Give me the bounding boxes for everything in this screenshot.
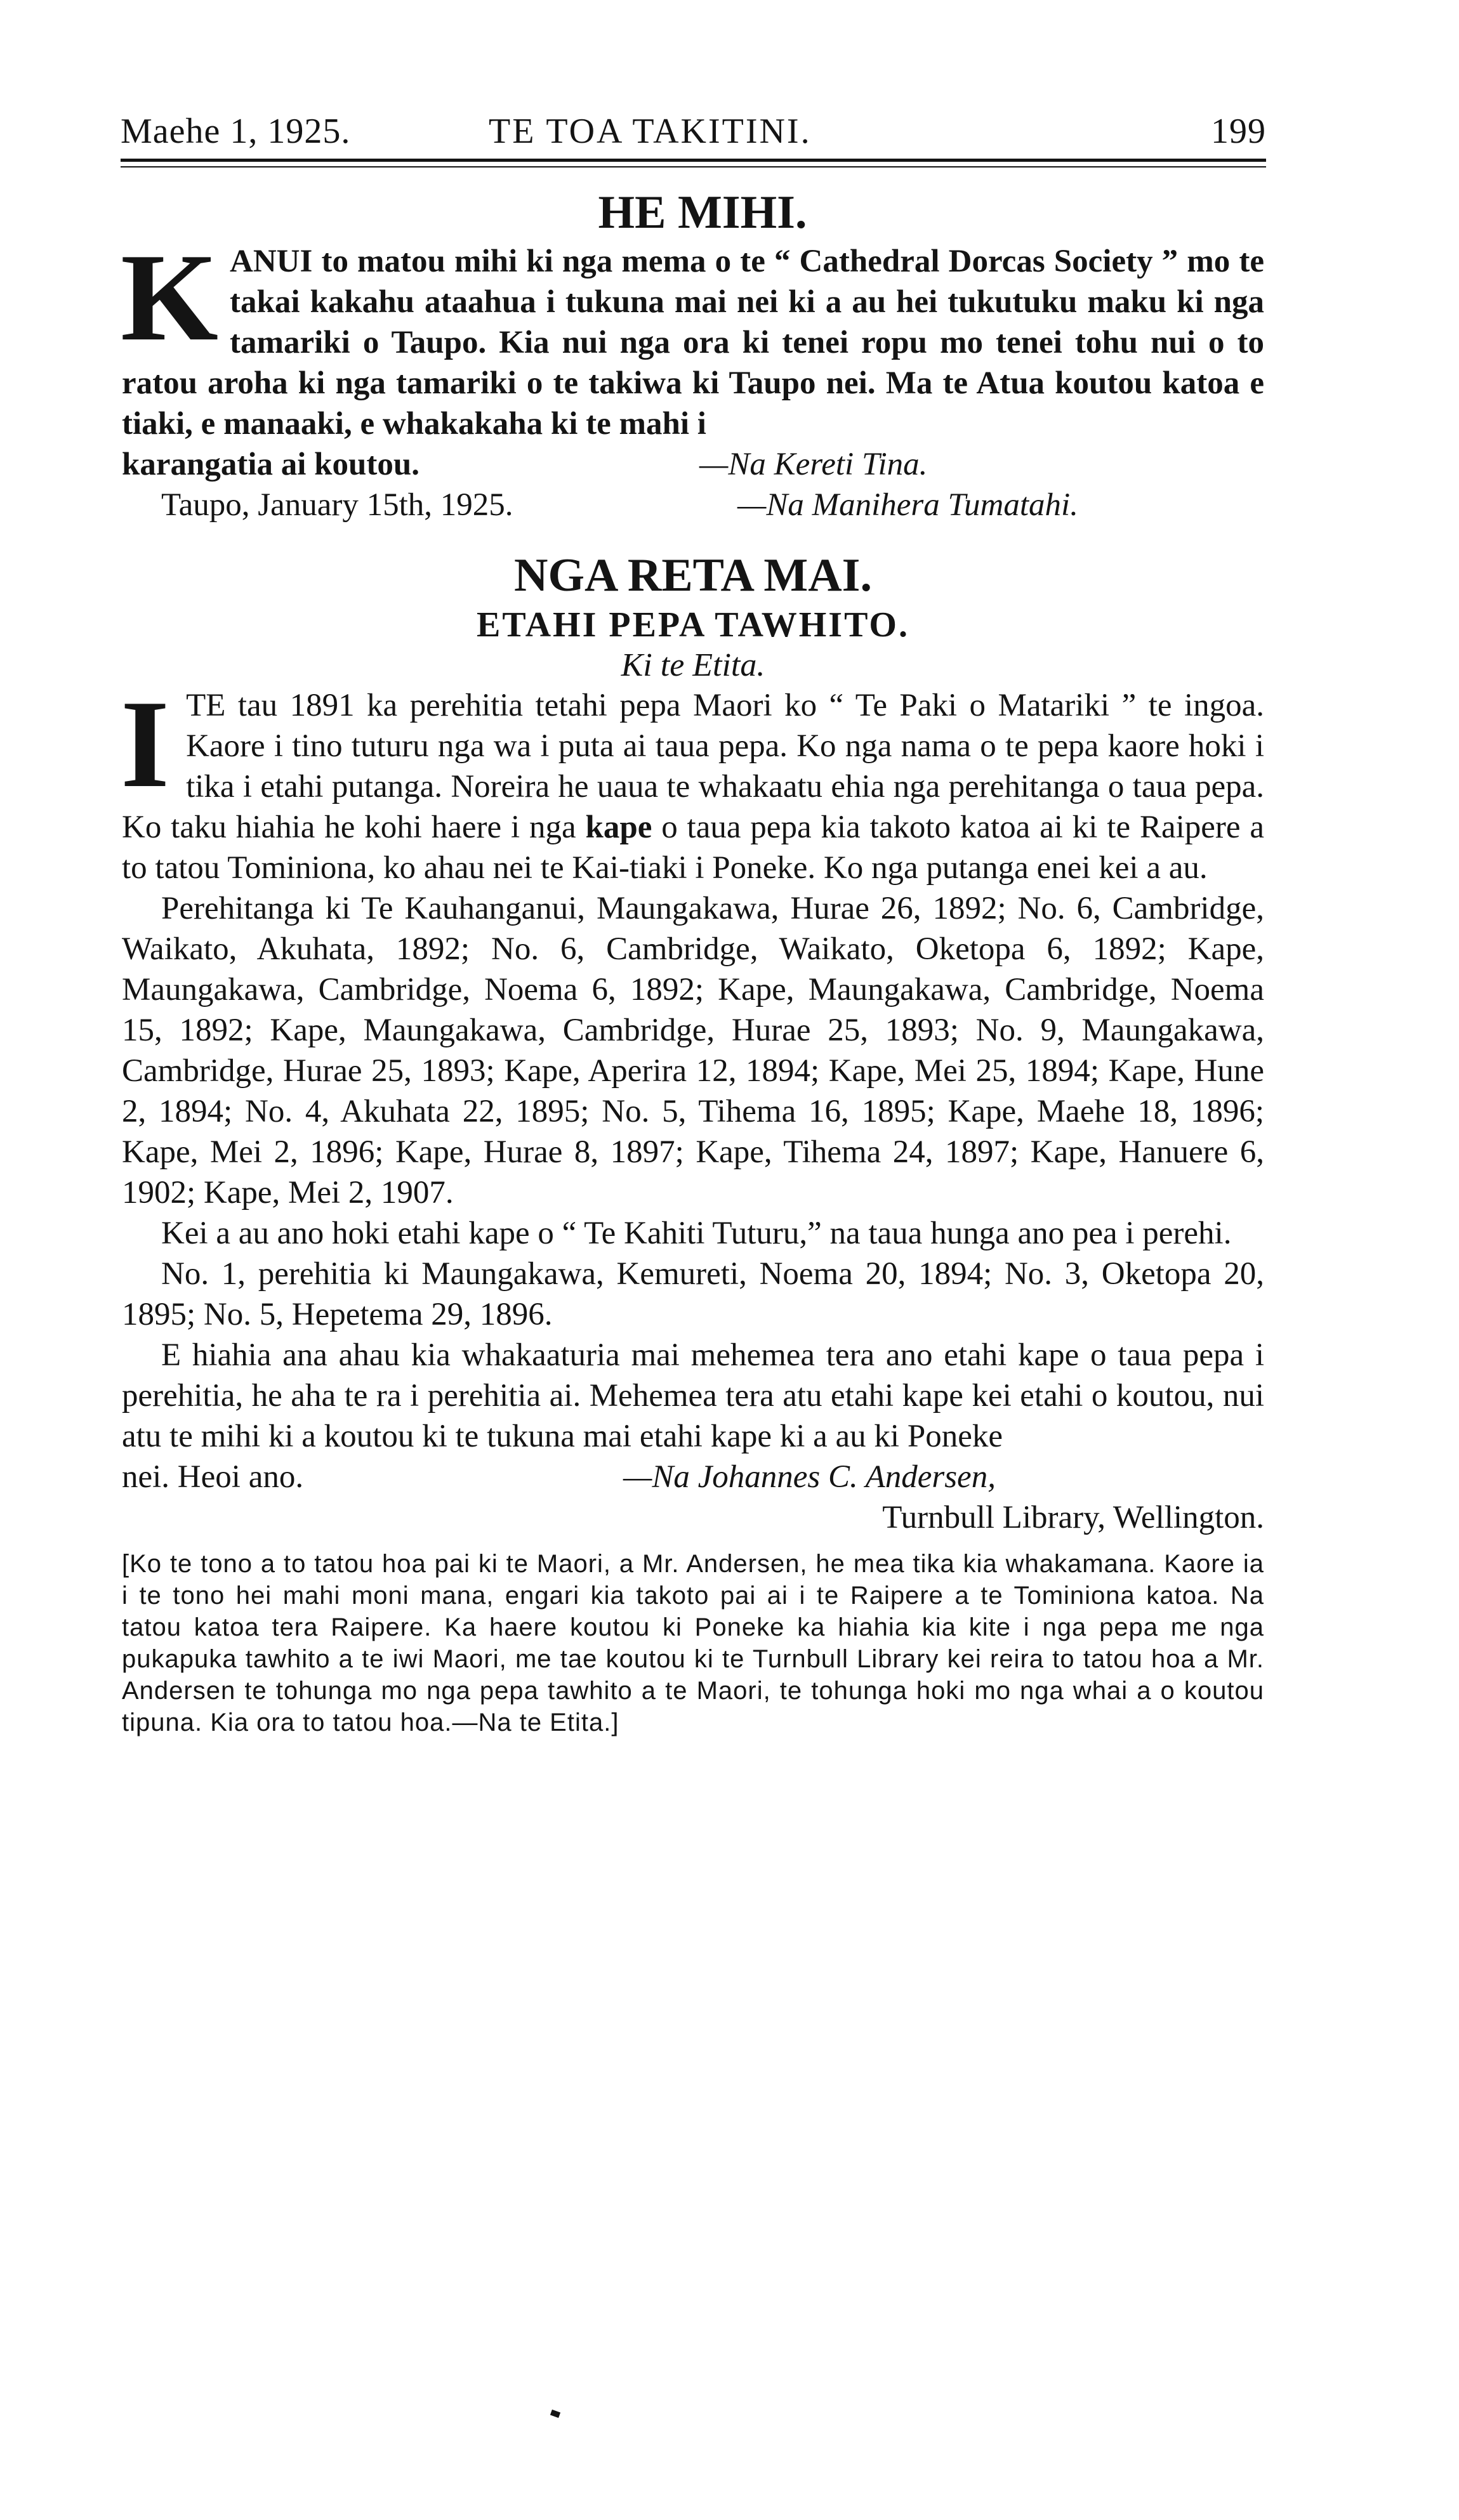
nga-reta-title: NGA RETA MAI. [514,549,872,601]
header-rule [121,159,1266,162]
letter-closing: nei. Heoi ano. [122,1459,304,1495]
header-page-number: 199 [1211,112,1266,151]
letter-paragraph-4: No. 1, perehitia ki Maungakawa, Kemureti, Noema 20, 1894; No. 3, Oketopa 20, 1895; No. 5, Hepetema 29, 1896. [122,1256,1264,1332]
letter-paragraph-1 [121,674,1264,888]
letter-signature: —Na Johannes C. Andersen, [623,1459,996,1495]
he-mihi-signature-line [122,444,1264,485]
ink-speck [550,2410,560,2418]
nga-reta-drop-cap: I [121,674,170,813]
letter-paragraph-3: Kei a au ano hoki etahi kape o “ Te Kahiti Tuturu,” na taua hunga ano pea i perehi. [161,1216,1232,1251]
letter-paragraph-5: E hiahia ana ahau kia whakaaturia mai mehemea tera ano etahi kape o taua pepa i perehitia, he aha te ra i perehitia ai. Mehemea tera atu etahi kape kei etahi o koutou, nui atu te mihi ki a koutou ki te tukuna mai etahi kape ki a au ki Poneke [122,1337,1264,1454]
letter-paragraph-1-a: TE tau 1891 ka perehitia tetahi pepa Maori ko “ Te Paki o Matariki ” te ingoa. Kaore i tino tuturu nga wa i puta ai taua pepa. Ko nga nama o te pepa kaore hoki i tika i etahi putanga. Noreira he uaua te whakaatu ehia nga perehitanga o taua pepa. Ko taku hiahia he kohi haere i nga [122,688,1264,845]
letter-paragraph-2: Perehitanga ki Te Kauhanganui, Maungakawa, Hurae 26, 1892; No. 6, Cambridge, Waikato, Akuhata, 1892; No. 6, Cambridge, Waikato, Oketopa 6, 1892; Kape, Maungakawa, Cambridge, Noema 6, 1892; Kape, Maungakawa, Cambridge, Noema 15, 1892; Kape, Maungakawa, Cambridge, Hurae 25, 1893; No. 9, Maungakawa, Cambridge, Hurae 25, 1893; Kape, Aperira 12, 1894; Kape, Mei 25, 1894; Kape, Hune 2, 1894; No. 4, Akuhata 22, 1895; No. 5, Tihema 16, 1895; Kape, Maehe 18, 1896; Kape, Mei 2, 1896; Kape, Hurae 8, 1897; Kape, Tihema 24, 1897; Kape, Hanuere 6, 1902; Kape, Mei 2, 1907. [122,891,1264,1211]
editor-note: [Ko te tono a to tatou hoa pai ki te Maori, a Mr. Andersen, he mea tika kia whakamana. Kaore ia i te tono hei mahi moni mana, engari kia takoto pai ai i te Raipere a te Tominiona katoa. Na tatou katoa tera Raipere. Ka haere koutou ki Poneke ka hiahia kia kite i nga pepa me nga pukapuka tawhito a te iwi Maori, me tae koutou ki te Turnbull Library kei reira to tatou hoa a Mr. Andersen te tohunga mo nga pepa tawhito a te Maori, te tohunga hoki mo nga whai a o koutou tipuna. Kia ora to tatou hoa.—Na te Etita.] [122,1550,1264,1736]
nga-reta-subtitle: ETAHI PEPA TAWHITO. [477,605,909,645]
letter-signature-line [122,1457,1264,1497]
letter-paragraph-1-bold: kape [585,810,652,845]
letter-affiliation: Turnbull Library, Wellington. [882,1500,1264,1535]
header-rule-thin [121,166,1266,167]
header-date: Maehe 1, 1925. [121,112,351,151]
he-mihi-last-line: karangatia ai koutou. [122,447,420,482]
nga-reta-article [122,547,1264,1738]
he-mihi-signature: —Na Kereti Tina. [699,447,928,482]
he-mihi-drop-cap: K [121,228,219,367]
he-mihi-body: ANUI to matou mihi ki nga mema o te “ Cathedral Dorcas Society ” mo te takai kakahu ataahua i tukuna mai nei ki a au hei tukutuku maku ki nga tamariki o Taupo. Kia nui nga ora ki tenei ropu mo tenei tohu nui o to ratou aroha ki nga tamariki o te takiwa ki Taupo nei. Ma te Atua koutou katoa e tiaki, e manaaki, e whakakaha ki te mahi i [122,244,1264,442]
he-mihi-place-date: Taupo, January 15th, 1925. [161,487,513,523]
he-mihi-signature-2: —Na Manihera Tumatahi. [737,487,1078,523]
page-content [122,184,1264,1738]
he-mihi-dateline [122,485,1264,525]
header-publication: TE TOA TAKITINI. [489,112,812,151]
letter-paragraph-1-b: o taua pepa kia takoto katoa ai ki te Raipere a to tatou Tominiona, ko ahau nei te Kai-tiaki i Poneke. Ko nga putanga enei kei a au. [122,810,1264,886]
he-mihi-article [122,184,1264,525]
nga-reta-addressee: Ki te Etita. [621,647,765,683]
running-header [121,111,1266,155]
he-mihi-title: HE MIHI. [598,187,807,239]
